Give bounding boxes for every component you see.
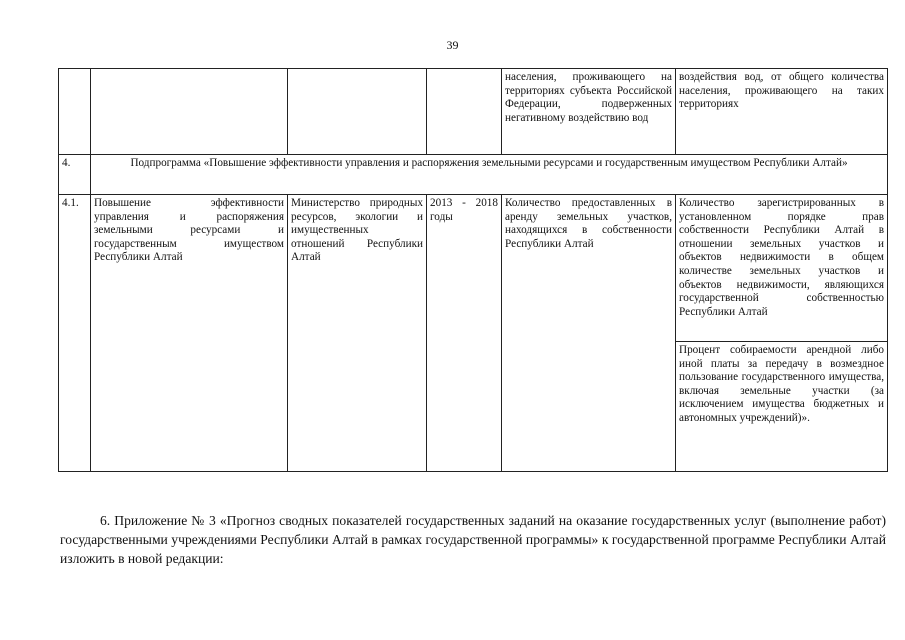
indicator-cell: населения, проживающего на территориях субъекта Российской Федерации, подверженных негативному воздействию вод [502,69,676,155]
body-paragraph: 6. Приложение № 3 «Прогноз сводных показателей государственных заданий на оказание государственных услуг (выполнение работ) государственными учреждениями Республики Алтай в рамках государственной программы» к государственной программе Республики Алтай изложить в новой редакции: [60,512,886,566]
table-cell [59,69,91,155]
target-indicator-cell: воздействия вод, от общего количества населения, проживающего на таких территориях [676,69,888,155]
page-number: 39 [446,38,459,52]
target-indicator-cell: Количество зарегистрированных в установленном порядке прав собственности Республики Алтай в отношении земельных участков и объектов недвижимости в общем количестве земельных участков и объектов недвижимости, являющихся государственной собственностью Республики Алтай [676,195,888,342]
table-cell [427,69,502,155]
subprogram-title: Подпрограмма «Повышение эффективности управления и распоряжения земельными ресурсами и государственным имуществом Республики Алтай» [91,155,888,195]
period-cell: 2013 - 2018 годы [427,195,502,472]
measure-name-cell: Повышение эффективности управления и распоряжения земельными ресурсами и государственным имуществом Республики Алтай [91,195,288,472]
table-cell [288,69,427,155]
indicator-cell: Количество предоставленных в аренду земельных участков, находящихся в собственности Республики Алтай [502,195,676,472]
table-row [59,195,888,342]
table-row-subprogram [59,155,888,195]
target-indicator-cell: Процент собираемости арендной либо иной платы за передачу в возмездное пользование государственного имущества, включая земельные участки (за исключением имущества бюджетных и автономных учреждений)». [676,342,888,472]
executor-cell: Министерство природных ресурсов, экологии и имущественных отношений Республики Алтай [288,195,427,472]
table-cell [91,69,288,155]
table-row [59,69,888,155]
program-table [58,68,888,472]
row-number-cell: 4. [59,155,91,195]
row-number-cell: 4.1. [59,195,91,472]
